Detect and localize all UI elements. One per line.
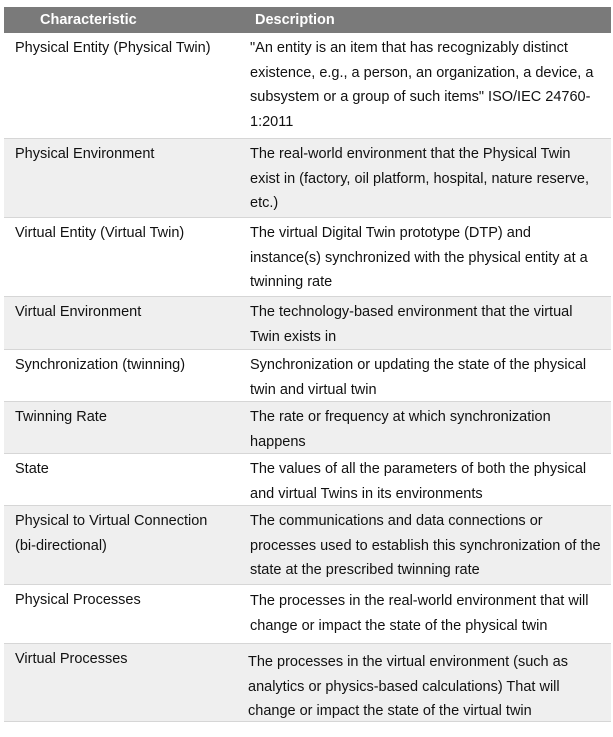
row-description: The virtual Digital Twin prototype (DTP) and instance(s) synchronized with the physical entity at a twinning rate	[250, 225, 588, 290]
row-description: Synchronization or updating the state of the physical twin and virtual twin	[250, 357, 587, 398]
characteristics-table	[4, 7, 611, 722]
table-header	[4, 7, 611, 33]
row-description: The values of all the parameters of both the physical and virtual Twins in its environments	[250, 461, 587, 502]
row-characteristic: Physical Environment	[15, 146, 155, 162]
table-row	[4, 585, 611, 644]
row-characteristic: Virtual Entity (Virtual Twin)	[15, 225, 185, 241]
row-characteristic: Physical Entity (Physical Twin)	[15, 40, 211, 56]
table-row	[4, 350, 611, 402]
row-description: The rate or frequency at which synchronization happens	[250, 409, 551, 450]
table-row	[4, 506, 611, 585]
table-row	[4, 218, 611, 297]
row-description: The processes in the real-world environment that will change or impact the state of the physical twin	[250, 593, 589, 634]
header-characteristic: Characteristic	[40, 12, 137, 28]
table-row	[4, 33, 611, 139]
row-characteristic: Virtual Environment	[15, 304, 142, 320]
row-characteristic: Physical to Virtual Connection (bi-directional)	[15, 513, 208, 554]
row-description: The processes in the virtual environment (such as analytics or physics-based calculations) That will change or impact the state of the virtual twin	[248, 654, 568, 719]
row-characteristic: State	[15, 461, 49, 477]
table-row	[4, 297, 611, 350]
row-description: The communications and data connections or processes used to establish this synchronization of the state at the prescribed twinning rate	[250, 513, 601, 578]
row-characteristic: Virtual Processes	[15, 651, 128, 667]
table-row	[4, 139, 611, 218]
row-characteristic: Physical Processes	[15, 592, 141, 608]
table-row	[4, 454, 611, 506]
table-row	[4, 644, 611, 722]
row-description: The real-world environment that the Physical Twin exist in (factory, oil platform, hospital, nature reserve, etc.)	[250, 146, 590, 211]
row-description: The technology-based environment that the virtual Twin exists in	[250, 304, 573, 345]
row-characteristic: Synchronization (twinning)	[15, 357, 186, 373]
row-description: "An entity is an item that has recognizably distinct existence, e.g., a person, an organization, a device, a subsystem or a group of such items" ISO/IEC 24760-1:2011	[250, 40, 594, 130]
row-characteristic: Twinning Rate	[15, 409, 107, 425]
header-description: Description	[255, 12, 335, 28]
table-row	[4, 402, 611, 454]
